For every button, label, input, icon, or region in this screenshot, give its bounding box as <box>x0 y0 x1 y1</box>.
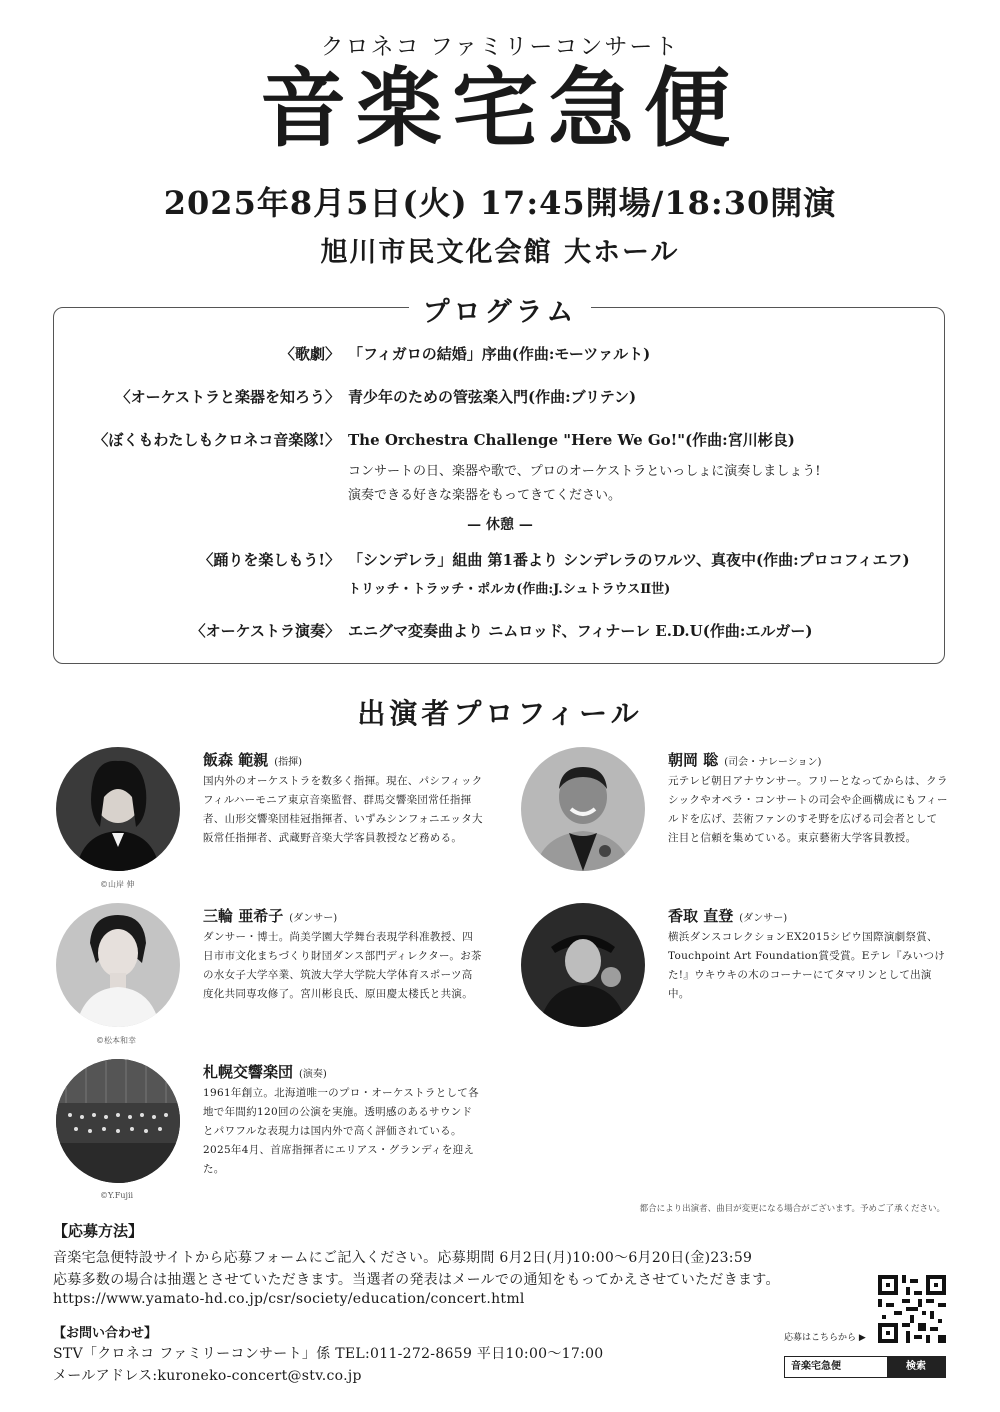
performer-bio: ダンサー・博士。尚美学園大学舞台表現学科准教授、四日市市文化まちづくり財団ダンス部門ディレクター。お茶の水女子大学卒業、筑波大学大学院大学体育スポーツ高度化共同専攻修了。宮川彬良氏、原田慶太楼氏と共演。 <box>203 931 482 1000</box>
dance-sub-item: トリッチ・トラッチ・ポルカ(作曲:J.シュトラウスⅡ世) <box>348 582 671 597</box>
photo-credit: ©Y.Fujii <box>100 1191 134 1200</box>
program-heading: プログラム <box>0 290 1000 329</box>
dancer-photo <box>56 903 180 1027</box>
event-venue: 旭川市民文化会館 大ホール <box>320 237 680 268</box>
search-box[interactable] <box>784 1356 946 1378</box>
program-item: エニグマ変奏曲より ニムロッド、フィナーレ E.D.U(作曲:エルガー) <box>348 622 813 640</box>
contact-email: メールアドレス:kuroneko-concert@stv.co.jp <box>53 1368 362 1384</box>
photo-credit: ©松本和幸 <box>96 1036 136 1045</box>
contact-heading: 【お問い合わせ】 <box>53 1326 158 1341</box>
performer-name: 飯森 範親 (指揮) <box>203 751 303 769</box>
program-item: 「フィガロの結婚」序曲(作曲:モーツァルト) <box>348 345 651 363</box>
search-query[interactable]: 音楽宅急便 <box>791 1361 841 1372</box>
change-notice: 都合により出演者、曲目が変更になる場合がございます。予めご了承ください。 <box>639 1204 945 1214</box>
performer-bio: 元テレビ朝日アナウンサー。フリーとなってからは、クラシックやオペラ・コンサートの司会や企画構成にもフィールドを広げ、芸術ファンのすそ野を広げる司会者として注目と信頼を集めている。東京藝術大学客員教授。 <box>668 775 948 844</box>
performer-name: 香取 直登 (ダンサー) <box>668 907 788 925</box>
performer-name: 札幌交響楽団 (演奏) <box>203 1063 327 1081</box>
performer-bio: 横浜ダンスコレクションEX2015シビウ国際演劇祭賞、Touchpoint Art Foundation賞受賞。Eテレ『みいつけた!』ウキウキの木のコーナーにてタマリンとして出演中。 <box>668 931 946 1000</box>
mc-photo <box>521 747 645 871</box>
apply-here-label: 応募はこちらから ▶ <box>784 1333 866 1343</box>
performer-bio: 1961年創立。北海道唯一のプロ・オーケストラとして各地で年間約120回の公演を実施。透明感のあるサウンドとパワフルな表現力は国内外で高く評価されている。2025年4月、首席指揮者にエリアス・グランディを迎えた。 <box>203 1087 479 1175</box>
profiles-heading: 出演者プロフィール <box>357 697 643 730</box>
qr-code-icon[interactable] <box>878 1275 946 1343</box>
program-category: 〈ぼくもわたしもクロネコ音楽隊!〉 <box>93 431 340 449</box>
conductor-photo <box>56 747 180 871</box>
program-item: 「シンデレラ」組曲 第1番より シンデレラのワルツ、真夜中(作曲:プロコフィエフ) <box>348 551 910 569</box>
challenge-note-2: 演奏できる好きな楽器をもってきてください。 <box>348 488 622 503</box>
challenge-note-1: コンサートの日、楽器や歌で、プロのオーケストラといっしょに演奏しましょう! <box>348 464 821 479</box>
event-title: 音楽宅急便 <box>260 58 740 159</box>
apply-url-link[interactable]: https://www.yamato-hd.co.jp/csr/society/education/concert.html <box>53 1291 525 1307</box>
program-item: The Orchestra Challenge "Here We Go!"(作曲:宮川彬良) <box>348 431 795 449</box>
performer-name: 三輪 亜希子 (ダンサー) <box>203 907 338 925</box>
program-category: 〈オーケストラと楽器を知ろう〉 <box>115 388 340 406</box>
event-subtitle: クロネコ ファミリーコンサート <box>320 34 680 60</box>
program-category: 〈歌劇〉 <box>279 345 340 363</box>
intermission: — 休憩 — <box>467 517 533 533</box>
program-category: 〈オーケストラ演奏〉 <box>190 622 340 640</box>
program-category: 〈踊りを楽しもう!〉 <box>198 551 340 569</box>
orchestra-photo <box>56 1059 180 1183</box>
search-button[interactable]: 検索 <box>887 1357 945 1377</box>
apply-heading: 【応募方法】 <box>53 1222 144 1240</box>
contact-line-1: STV「クロネコ ファミリーコンサート」係 TEL:011-272-8659 平日10:00〜17:00 <box>53 1346 604 1362</box>
apply-line-1: 音楽宅急便特設サイトから応募フォームにご記入ください。応募期間 6月2日(月)10:00〜6月20日(金)23:59 <box>53 1250 753 1266</box>
performer-bio: 国内外のオーケストラを数多く指揮。現在、パシフィックフィルハーモニア東京音楽監督、群馬交響楽団常任指揮者、山形交響楽団桂冠指揮者、いずみシンフォニエッタ大阪常任指揮者、武蔵野音楽大学客員教授など務める。 <box>203 775 483 844</box>
program-item: 青少年のための管弦楽入門(作曲:ブリテン) <box>348 388 637 406</box>
event-datetime: 2025年8月5日(火) 17:45開場/18:30開演 <box>163 184 837 222</box>
dancer-photo <box>521 903 645 1027</box>
photo-credit: ©山岸 伸 <box>100 880 135 889</box>
apply-line-2: 応募多数の場合は抽選とさせていただきます。当選者の発表はメールでの通知をもってかえさせていただきます。 <box>53 1272 780 1288</box>
performer-name: 朝岡 聡 (司会・ナレーション) <box>668 751 822 769</box>
